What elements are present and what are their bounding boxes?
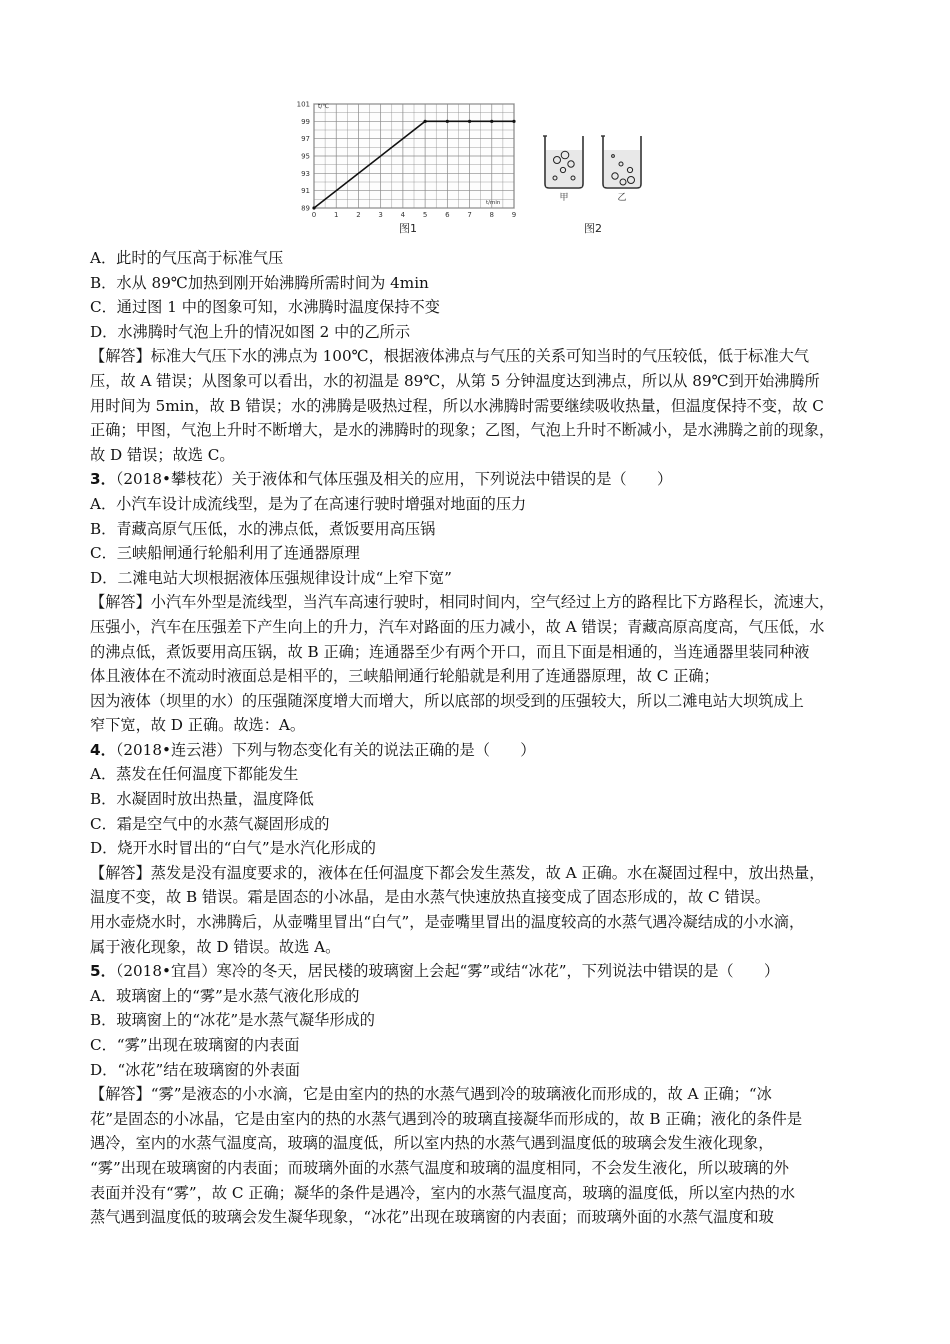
answer-line: 窄下宽，故 D 正确。故选：A。 (90, 716, 306, 735)
y-tick-label: 91 (301, 187, 310, 196)
answer-line: “雾”出现在玻璃窗的内表面；而玻璃外面的水蒸气温度和玻璃的温度相同，不会发生液化，所以玻璃的外 (90, 1158, 789, 1177)
answer-line: 故 D 错误；故选 C。 (90, 445, 235, 464)
y-tick-labels (297, 101, 310, 213)
q2-option-c: C．通过图 1 中的图象可知，水沸腾时温度保持不变 (90, 298, 440, 317)
q2-option-d: D．水沸腾时气泡上升的情况如图 2 中的乙所示 (90, 322, 411, 341)
y-tick-label: 93 (301, 169, 310, 178)
answer-line: 用时间为 5min，故 B 错误；水的沸腾是吸热过程，所以水沸腾时需要继续吸收热量，但温度保持不变，故 C (90, 396, 824, 415)
data-point (446, 120, 449, 123)
question-number: 5． (90, 962, 116, 981)
y-tick-label: 97 (301, 135, 310, 144)
x-tick-label: 5 (422, 211, 428, 219)
q5-answer (90, 1082, 880, 1230)
answer-line: 压，故 A 错误；从图象可以看出，水的初温是 89℃，从第 5 分钟温度达到沸点，所以从 89℃到开始沸腾所 (90, 371, 820, 390)
y-tick-label: 99 (301, 117, 310, 126)
data-point (490, 120, 493, 123)
figure-area (290, 98, 660, 243)
data-point (312, 206, 315, 209)
figure-1-caption: 图1 (399, 222, 417, 235)
answer-line: 用水壶烧水时，水沸腾后，从壶嘴里冒出“白气”，是壶嘴里冒出的温度较高的水蒸气遇冷凝结成的小水滴， (90, 913, 805, 932)
answer-line: 【解答】蒸发是没有温度要求的，液体在任何温度下都会发生蒸发，故 A 正确。水在凝固过程中，放出热量， (90, 863, 825, 882)
q3-option-c: C．三峡船闸通行轮船利用了连通器原理 (90, 544, 360, 563)
x-tick-label: 2 (356, 211, 361, 219)
question-number: 4． (90, 740, 116, 759)
answer-line: 表面并没有“雾”，故 C 正确；凝华的条件是遇冷，室内的水蒸气温度高，玻璃的温度低，所以室内热的水 (90, 1183, 796, 1202)
x-tick-label: 7 (467, 211, 472, 219)
q2-option-b: B．水从 89℃加热到刚开始沸腾所需时间为 4min (90, 273, 429, 292)
question-text: （2018•宜昌）寒冷的冬天，居民楼的玻璃窗上会起“雾”或结“冰花”，下列说法中错误的是（ ） (115, 962, 780, 981)
figure-1-chart (290, 98, 520, 238)
answer-line: 因为液体（坝里的水）的压强随深度增大而增大，所以底部的坝受到的压强较大，所以二滩电站大坝筑成上 (90, 691, 804, 710)
answer-line: 的沸点低，煮饭要用高压锅，故 B 正确；连通器至少有两个开口，而且下面是相通的，当连通器里装同种液 (90, 642, 810, 661)
y-tick-label: 101 (296, 100, 310, 109)
q5-stem (90, 959, 880, 984)
q3-option-b: B．青藏高原气压低，水的沸点低，煮饭要用高压锅 (90, 519, 436, 538)
x-axis-unit: t/min (486, 200, 501, 206)
q5-option-b: B．玻璃窗上的“冰花”是水蒸气凝华形成的 (90, 1011, 375, 1030)
document-body (90, 246, 880, 1230)
answer-line: 【解答】“雾”是液态的小水滴，它是由室内的热的水蒸气遇到冷的玻璃液化而形成的，故 A 正确；“冰 (90, 1085, 772, 1104)
x-tick-label: 0 (311, 211, 317, 219)
x-tick-label: 8 (489, 211, 495, 219)
question-number: 3． (90, 470, 116, 489)
q2-option-a: A．此时的气压高于标准气压 (90, 249, 284, 267)
answer-line: 属于液化现象，故 D 错误。故选 A。 (90, 937, 341, 956)
q5-option-c: C．“雾”出现在玻璃窗的内表面 (90, 1036, 300, 1054)
answer-line: 正确；甲图，气泡上升时不断增大，是水的沸腾时的现象；乙图，气泡上升时不断减小，是水沸腾之前的现象， (90, 421, 835, 440)
q3-stem (90, 467, 880, 492)
q3-answer (90, 590, 880, 738)
answer-line: 压强小，汽车在压强差下产生向上的升力，汽车对路面的压力减小，故 A 错误；青藏高原高度高，气压低，水 (90, 617, 825, 636)
answer-line: 体且液体在不流动时液面总是相平的，三峡船闸通行轮船就是利用了连通器原理，故 C 正确； (90, 667, 719, 686)
beaker-yi (601, 136, 641, 188)
y-tick-label: 89 (301, 204, 310, 213)
figure-2-caption: 图2 (584, 222, 602, 235)
figure-2-beakers (535, 98, 655, 238)
q4-option-b: B．水凝固时放出热量，温度降低 (90, 790, 314, 809)
answer-line: 花”是固态的小冰晶，它是由室内的热的水蒸气遇到冷的玻璃直接凝华而形成的，故 B 正确；液化的条件是 (90, 1109, 803, 1128)
data-point (424, 120, 427, 123)
q4-option-d: D．烧开水时冒出的“白气”是水汽化形成的 (90, 839, 376, 858)
beaker-label-jia: 甲 (559, 193, 569, 203)
q3-option-a: A．小汽车设计成流线型，是为了在高速行驶时增强对地面的压力 (90, 494, 527, 513)
q2-answer (90, 344, 880, 467)
y-axis-unit: t/℃ (318, 103, 330, 110)
beaker-jia (543, 136, 583, 188)
question-text: （2018•连云港）下列与物态变化有关的说法正确的是（ ） (115, 740, 536, 759)
answer-line: 蒸气遇到温度低的玻璃会发生凝华现象，“冰花”出现在玻璃窗的内表面；而玻璃外面的水蒸气温度和玻 (90, 1208, 774, 1227)
q4-option-c: C．霜是空气中的水蒸气凝固形成的 (90, 814, 330, 833)
question-text: （2018•攀枝花）关于液体和气体压强及相关的应用，下列说法中错误的是（ ） (115, 470, 673, 489)
data-point (468, 120, 471, 123)
q5-option-d: D．“冰花”结在玻璃窗的外表面 (90, 1060, 300, 1079)
q5-option-a: A．玻璃窗上的“雾”是水蒸气液化形成的 (90, 986, 360, 1005)
x-tick-label: 6 (445, 211, 450, 219)
x-tick-label: 9 (511, 211, 517, 219)
x-tick-label: 3 (378, 211, 383, 219)
x-tick-label: 1 (333, 211, 339, 219)
data-point (512, 120, 515, 123)
answer-line: 遇冷，室内的水蒸气温度高，玻璃的温度低，所以室内热的水蒸气遇到温度低的玻璃会发生液化现象， (90, 1134, 774, 1153)
q4-option-a: A．蒸发在任何温度下都能发生 (90, 765, 299, 784)
q4-stem (90, 738, 880, 763)
q3-option-d: D．二滩电站大坝根据液体压强规律设计成“上窄下宽” (90, 568, 452, 587)
answer-line: 【解答】标准大气压下水的沸点为 100℃，根据液体沸点与气压的关系可知当时的气压较低，低于标准大气 (90, 347, 810, 366)
answer-line: 【解答】小汽车外型是流线型，当汽车高速行驶时，相同时间内，空气经过上方的路程比下方路程长，流速大， (90, 593, 835, 612)
beaker-label-yi: 乙 (617, 193, 627, 203)
q4-answer (90, 861, 880, 959)
x-tick-labels (312, 211, 516, 219)
answer-line: 温度不变，故 B 错误。霜是固态的小冰晶，是由水蒸气快速放热直接变成了固态形成的，故 C 错误。 (90, 888, 770, 907)
x-tick-label: 4 (400, 211, 406, 219)
y-tick-label: 95 (301, 152, 310, 161)
